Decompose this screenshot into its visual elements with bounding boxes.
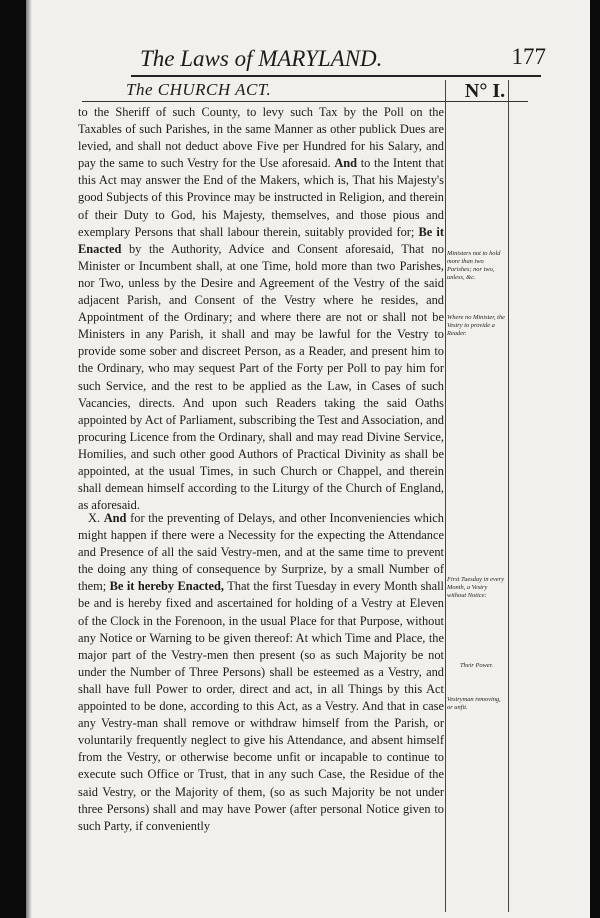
section-number: X.: [88, 511, 104, 525]
page-header: [126, 46, 546, 76]
text-run: to the Sheriff of such County, to levy such Tax by the Poll on the Taxables of such Parishes, in the same Manner as other publick Dues are levied, and shall not deduct above Five per Hundred for his Salary, and pay the same to such Vestry for the Use aforesaid.: [78, 105, 444, 171]
margin-note: Their Power.: [460, 662, 494, 669]
header-rule: [131, 75, 541, 77]
margin-note: Where no Minister, the Vestry to provide a Reader.: [447, 314, 505, 337]
margin-divider-right: [508, 80, 509, 912]
text-run: by the Authority, Advice and Consent aforesaid, That no Minister or Incumbent shall, at one Time, hold more than two Parishes, nor Two, unless by the Desire and Agreement of the Vestry of the said adjacent Parish, and Consent of the Vestry where he resides, and Appointment of the Ordinary; and where there are not or shall not be Ministers in any Parish, it shall and may be lawful for the Vestry to provide some sober and discreet Person, as a Reader, and present him to the Ordinary, who may sequest Part of the Forty per Poll to pay him for such Service, and the rest to be applied as the Law, in Cases of such Vacancies, directs. And upon such Readers taking the said Oaths appointed by Act of Parliament, subscribing the Test and Association, and procuring Licence from the Ordinary, shall and may read Divine Service, Homilies, and such other good Authors of Practical Divinity as shall be appointed, at the usual Times, in such Church or Chappel, and therein shall demean himself according to the Liturgy of the Church of England, as aforesaid.: [78, 241, 444, 513]
blackletter-be-it-enacted: Be it hereby Enacted,: [109, 579, 225, 594]
margin-note: Ministers not to hold more than two Parishes; nor two, unless, &c.: [447, 250, 501, 281]
paragraph-ix-continued: [78, 104, 444, 514]
text-run: That the first Tuesday in every Month shall be and is hereby fixed and ascertained for holding of a Vestry at Eleven of the Clock in the Forenoon, in the usual Place for that Purpose, without any Notice or Warning to be given thereof: At which Time and Place, the major part of the Vestry-men then present (so as such Majority be not under the Number of Three Persons) shall be esteemed as a Vestry, and shall have full Power to order, direct and act, in all Things by this Act appointed to be done, according to this Act, as a Vestry. And that in case any Vestry-man shall remove or withdraw himself from the Parish, or voluntarily frequently neglect to give his Attendance, and absent himself from the Vestry, or otherwise become unfit or incapable to continue to execute such Office or Trust, that in any such Case, the Residue of the said Vestry, or the Majority of them, (so as such Majority be not under three Persons) shall and may have Power (after personal Notice given to such Party, if conveniently: [78, 579, 444, 833]
book-page: [26, 0, 590, 918]
margin-note: First Tuesday in every Month, a Vestry without Notice:: [447, 576, 504, 599]
blackletter-and: And: [103, 511, 127, 525]
paragraph-x: [78, 510, 444, 835]
act-number: N° I.: [464, 80, 506, 102]
blackletter-be-it-enacted: Be it Enacted: [78, 224, 444, 256]
subheading-rule: [82, 101, 528, 102]
binding-shadow: [26, 0, 32, 918]
running-title: The Laws of MARYLAND.: [140, 46, 383, 71]
blackletter-and: And: [334, 156, 358, 171]
text-run: to the Intent that this Act may answer the End of the Makers, which is, That his Majesty's good Subjects of this Province may be instructed in Religion, and therein of their Duty to God, his Majesty, themselves, and those pious and exemplary Persons that shall labour therein, suitably provided for;: [78, 156, 444, 239]
text-run: for the preventing of Delays, and other Inconveniencies which might happen if there were a Necessity for the expecting the Attendance and Presence of all the said Vestry-men, and at the same time to prevent the doing any thing of consequence by Surprize, by a small Number of them;: [78, 511, 444, 594]
margin-note: Vestryman removing, or unfit.: [447, 696, 501, 711]
margin-divider-left: [445, 80, 446, 912]
page-number: 177: [511, 44, 546, 69]
section-subheading: The CHURCH ACT.: [126, 80, 272, 99]
